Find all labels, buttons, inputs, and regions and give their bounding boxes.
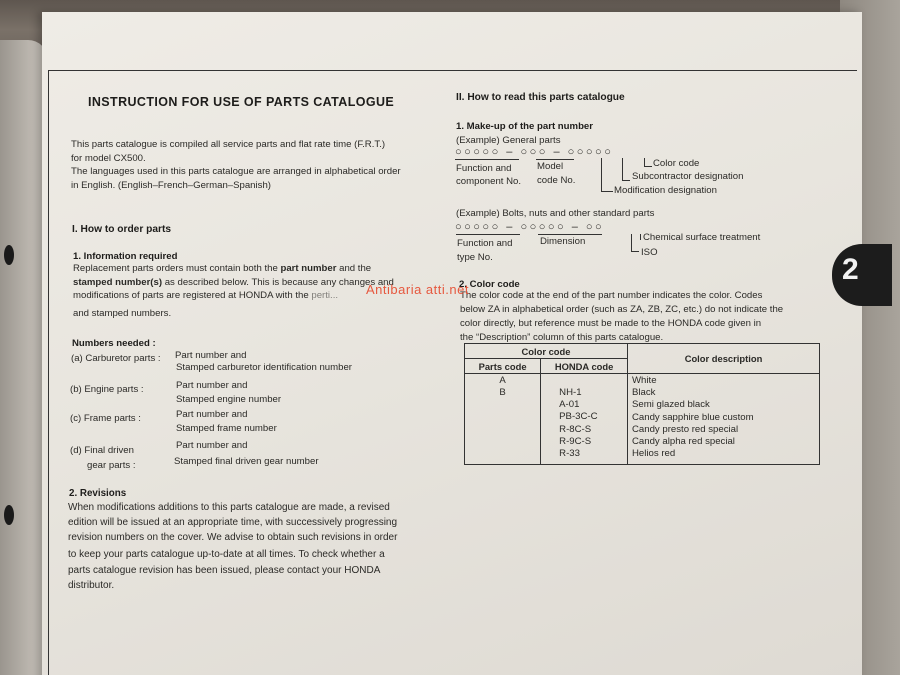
revisions-line: revision numbers on the cover. We advise to obtain such revisions in order bbox=[68, 532, 398, 543]
color-code-table bbox=[464, 343, 820, 465]
intro-line: The languages used in this parts catalogue are arranged in alphabetical order bbox=[71, 166, 401, 177]
callout-line bbox=[631, 251, 639, 252]
example-general-label: (Example) General parts bbox=[456, 135, 561, 146]
underline bbox=[456, 234, 520, 235]
page-title: INSTRUCTION FOR USE OF PARTS CATALOGUE bbox=[88, 95, 395, 109]
general-part-number-pattern: ○○○○○ – ○○○ – ○○○○○ bbox=[455, 146, 614, 158]
info-line: stamped number(s) as described below. This is because any changes and bbox=[73, 277, 394, 288]
info-line: Replacement parts orders must contain both the part number and the bbox=[73, 263, 372, 274]
intro-line: for model CX500. bbox=[71, 153, 146, 164]
example-part-caption: code No. bbox=[537, 175, 576, 186]
section-heading-order-parts: I. How to order parts bbox=[72, 224, 172, 235]
header-color-description: Color description bbox=[628, 344, 820, 374]
binder-hole bbox=[4, 245, 14, 265]
info-line: modifications of parts are registered at HONDA with the perti... bbox=[73, 290, 339, 301]
callout-line bbox=[644, 166, 652, 167]
honda-code: R-33 bbox=[559, 448, 580, 460]
numbers-value: Stamped carburetor identification number bbox=[176, 362, 352, 373]
revisions-line: When modifications additions to this parts catalogue are made, a revised bbox=[68, 502, 390, 513]
numbers-label: (a) Carburetor parts : bbox=[71, 353, 161, 364]
example-part-caption: component No. bbox=[456, 176, 522, 187]
watermark-text: Antibaria atti.net bbox=[366, 282, 469, 297]
callout-label: Chemical surface treatment bbox=[643, 232, 761, 243]
numbers-value: Stamped engine number bbox=[176, 394, 282, 405]
color-description: Helios red bbox=[632, 448, 676, 460]
intro-line: in English. (English–French–German–Spanish) bbox=[71, 180, 271, 191]
table-header-row bbox=[465, 344, 820, 359]
numbers-label: (b) Engine parts : bbox=[70, 384, 144, 395]
header-color-code: Color code bbox=[465, 344, 628, 359]
numbers-label: (d) Final driven bbox=[70, 445, 134, 456]
color-code-line: The color code at the end of the part number indicates the color. Codes bbox=[460, 290, 763, 301]
honda-code: R-9C-S bbox=[559, 435, 592, 447]
example-part-caption: Model bbox=[537, 161, 564, 172]
callout-label: ISO bbox=[641, 247, 658, 258]
numbers-value: Part number and bbox=[175, 350, 247, 361]
honda-code-cell bbox=[541, 374, 628, 465]
numbers-value: Stamped final driven gear number bbox=[174, 456, 319, 467]
color-description: White bbox=[632, 375, 657, 386]
bolts-part-number-pattern: ○○○○○ – ○○○○○ – ○○ bbox=[455, 221, 605, 233]
callout-label: Color code bbox=[653, 158, 700, 169]
callout-label: Modification designation bbox=[614, 185, 717, 196]
previous-page-edge bbox=[0, 40, 48, 675]
color-description: Candy sapphire blue custom bbox=[632, 411, 754, 423]
callout-line bbox=[631, 234, 632, 251]
intro-line: This parts catalogue is compiled all service parts and flat rate time (F.R.T.) bbox=[71, 139, 386, 150]
section-tab-number: 2 bbox=[842, 253, 859, 286]
revisions-line: to keep your parts catalogue up-to-date at all times. To check whether a bbox=[68, 549, 385, 560]
honda-code: R-8C-S bbox=[559, 423, 592, 435]
subheading-color-code: 2. Color code bbox=[459, 279, 520, 290]
callout-line bbox=[640, 234, 641, 240]
numbers-value: Part number and bbox=[176, 409, 248, 420]
section-heading-how-to-read: II. How to read this parts catalogue bbox=[456, 92, 625, 103]
subheading-revisions: 2. Revisions bbox=[69, 488, 127, 499]
color-description: Candy alpha red special bbox=[632, 436, 735, 448]
section-tab bbox=[832, 244, 892, 306]
info-line: and stamped numbers. bbox=[73, 308, 172, 319]
color-description: Candy presto red special bbox=[632, 423, 739, 435]
revisions-line: edition will be issued at an appropriate time, with successively progressing bbox=[68, 517, 398, 528]
parts-code: A bbox=[499, 375, 506, 386]
color-code-line: color directly, but reference must be made to the HONDA code given in bbox=[460, 318, 762, 329]
honda-code: A-01 bbox=[559, 399, 580, 411]
binder-hole bbox=[4, 505, 14, 525]
revisions-line: distributor. bbox=[68, 580, 115, 591]
callout-label: Subcontractor designation bbox=[632, 171, 744, 182]
color-description: Black bbox=[632, 387, 656, 399]
table-row bbox=[465, 374, 820, 465]
callout-line bbox=[644, 158, 645, 166]
header-parts-code: Parts code bbox=[465, 359, 541, 374]
underline bbox=[455, 159, 519, 160]
parts-code: B bbox=[499, 387, 506, 399]
example-part-caption: Function and bbox=[456, 163, 512, 174]
numbers-needed-heading: Numbers needed : bbox=[72, 338, 156, 349]
numbers-value: Stamped frame number bbox=[176, 423, 277, 434]
callout-line bbox=[622, 180, 630, 181]
example-part-caption: Dimension bbox=[540, 236, 586, 247]
color-code-line: the “Description” column of this parts catalogue. bbox=[460, 332, 664, 343]
example-part-caption: Function and bbox=[457, 238, 513, 249]
parts-code-cell bbox=[465, 374, 541, 465]
callout-line bbox=[601, 158, 602, 191]
example-bolts-label: (Example) Bolts, nuts and other standard parts bbox=[456, 208, 655, 219]
numbers-value: Part number and bbox=[176, 440, 248, 451]
honda-code: PB-3C-C bbox=[559, 411, 598, 423]
description-cell bbox=[628, 374, 820, 465]
color-code-line: below ZA in alphabetical order (such as ZA, ZB, ZC, etc.) do not indicate the bbox=[460, 304, 784, 315]
color-description: Semi glazed black bbox=[632, 399, 710, 411]
underline bbox=[538, 234, 602, 235]
subheading-information-required: 1. Information required bbox=[73, 251, 178, 262]
callout-line bbox=[601, 191, 613, 192]
header-honda-code: HONDA code bbox=[541, 359, 628, 374]
underline bbox=[536, 159, 574, 160]
numbers-label: gear parts : bbox=[87, 460, 136, 471]
subheading-make-up: 1. Make-up of the part number bbox=[456, 121, 593, 132]
callout-line bbox=[622, 158, 623, 180]
numbers-label: (c) Frame parts : bbox=[70, 413, 141, 424]
honda-code: NH-1 bbox=[559, 387, 582, 398]
numbers-value: Part number and bbox=[176, 380, 248, 391]
revisions-line: parts catalogue revision has been issued, please contact your HONDA bbox=[68, 565, 381, 576]
example-part-caption: type No. bbox=[457, 252, 493, 263]
